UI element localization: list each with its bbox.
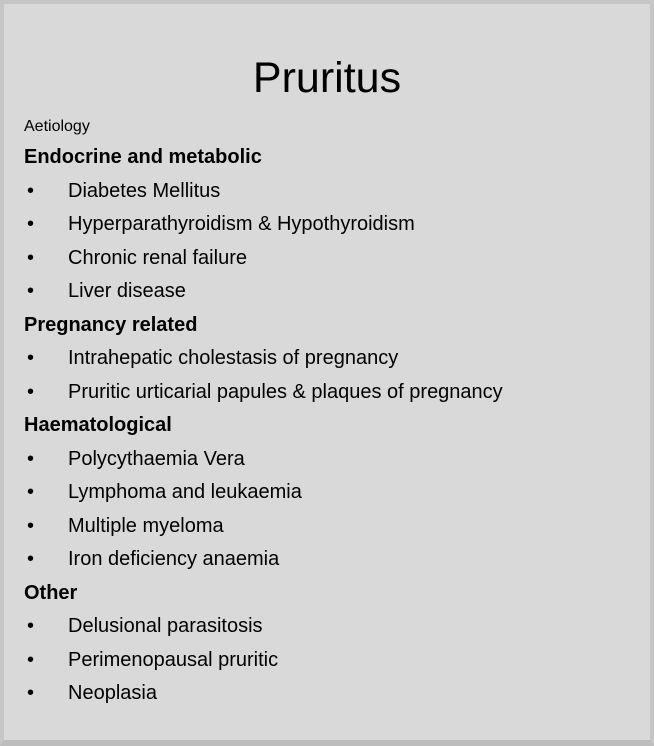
bullet-icon: • [27,380,35,403]
list-item-text: Delusional parasitosis [68,615,263,637]
section-heading: Haematological [24,414,172,436]
section-other [24,577,650,711]
slide-subheading: Aetiology [24,118,90,135]
section-heading: Other [24,581,78,604]
bullet-icon: • [27,447,35,470]
list-item [24,342,650,376]
list-item-text: Neoplasia [68,682,157,704]
bullet-icon: • [27,648,35,671]
bullet-icon: • [27,347,35,369]
list-item [24,510,650,544]
section-heading: Endocrine and metabolic [24,146,262,168]
bullet-icon: • [27,514,35,537]
list-item-text: Intrahepatic cholestasis of pregnancy [68,347,399,369]
list-item-text: Lymphoma and leukaemia [68,481,302,503]
list-item [24,275,650,309]
list-item [24,644,650,678]
slide-title: Pruritus [252,54,402,102]
bullet-icon: • [27,213,35,235]
list-item-text: Perimenopausal pruritic [68,648,279,671]
section-endocrine-metabolic [24,141,650,309]
bullet-icon: • [27,280,35,302]
section-haematological [24,409,650,577]
list-item-text: Chronic renal failure [68,246,247,269]
slide-content [24,141,650,711]
bullet-icon: • [27,682,35,704]
list-item-text: Polycythaemia Vera [68,447,245,470]
list-item [24,543,650,577]
list-item [24,175,650,209]
section-heading: Pregnancy related [24,313,198,336]
list-item-text: Hyperparathyroidism & Hypothyroidism [68,213,415,235]
list-item [24,476,650,510]
list-item [24,376,650,410]
list-item [24,208,650,242]
list-item [24,242,650,276]
section-pregnancy-related [24,309,650,410]
bullet-icon: • [27,246,35,269]
list-item [24,677,650,711]
list-item-text: Iron deficiency anaemia [68,548,280,570]
bullet-icon: • [27,615,35,637]
list-item [24,610,650,644]
list-item [24,443,650,477]
list-item-text: Diabetes Mellitus [68,179,221,202]
bullet-icon: • [27,179,35,202]
list-item-text: Multiple myeloma [68,514,224,537]
bullet-icon: • [27,481,35,503]
list-item-text: Pruritic urticarial papules & plaques of pregnancy [68,380,503,403]
list-item-text: Liver disease [68,280,186,302]
bullet-icon: • [27,548,35,570]
